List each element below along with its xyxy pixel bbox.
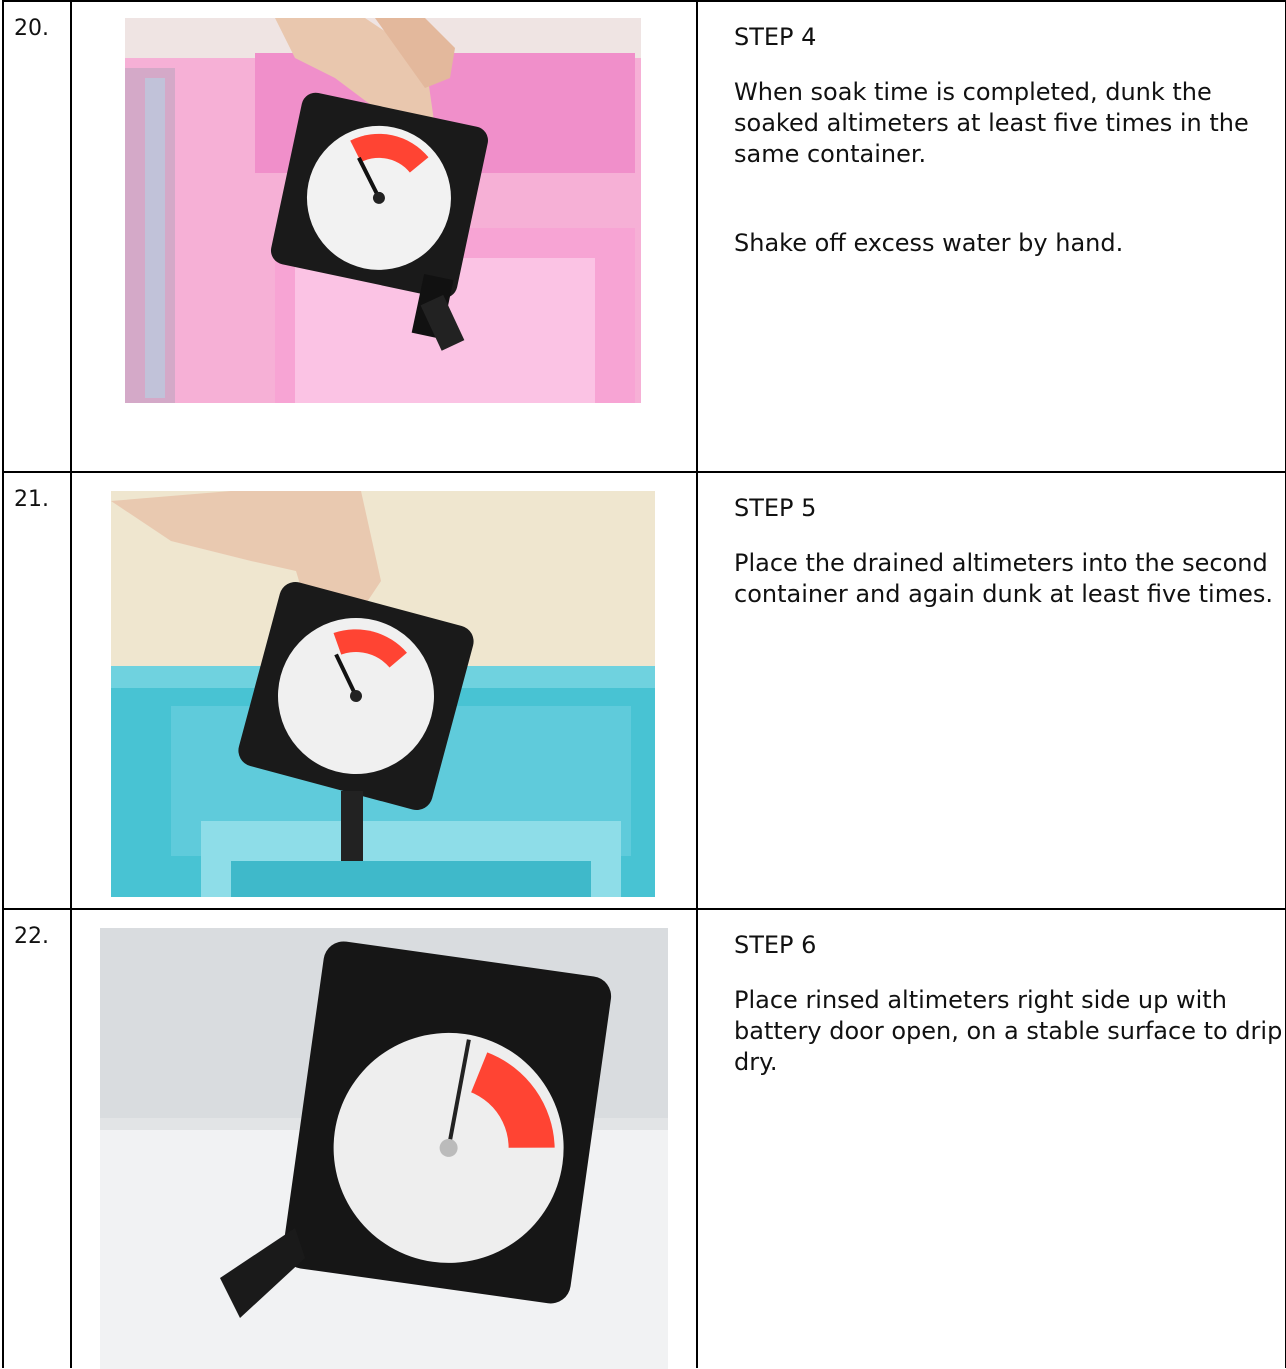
row-number: 20. xyxy=(3,1,71,472)
photo-altimeter-teal-container xyxy=(111,491,655,897)
photo-cell xyxy=(71,472,697,909)
step-description: When soak time is completed, dunk the soaked altimeters at least five times in the same container. xyxy=(734,78,1249,168)
step-text-cell xyxy=(697,1,1286,472)
step-heading: STEP 4 xyxy=(734,23,817,51)
step-text-cell xyxy=(697,472,1286,909)
instruction-table xyxy=(2,0,1286,1368)
step-heading: STEP 6 xyxy=(734,931,817,959)
step-description-2: Shake off excess water by hand. xyxy=(734,229,1124,257)
photo-altimeter-drying xyxy=(100,928,668,1369)
row-number: 22. xyxy=(3,909,71,1368)
step-row xyxy=(3,909,1286,1368)
photo-altimeter-pink-container xyxy=(125,18,641,403)
photo-cell xyxy=(71,1,697,472)
step-heading: STEP 5 xyxy=(734,494,817,522)
step-description: Place rinsed altimeters right side up with battery door open, on a stable surface to drip dry. xyxy=(734,986,1283,1076)
step-row xyxy=(3,1,1286,472)
step-description: Place the drained altimeters into the second container and again dunk at least five times. xyxy=(734,549,1273,608)
row-number: 21. xyxy=(3,472,71,909)
photo-cell xyxy=(71,909,697,1368)
step-text-cell xyxy=(697,909,1286,1368)
step-row xyxy=(3,472,1286,909)
